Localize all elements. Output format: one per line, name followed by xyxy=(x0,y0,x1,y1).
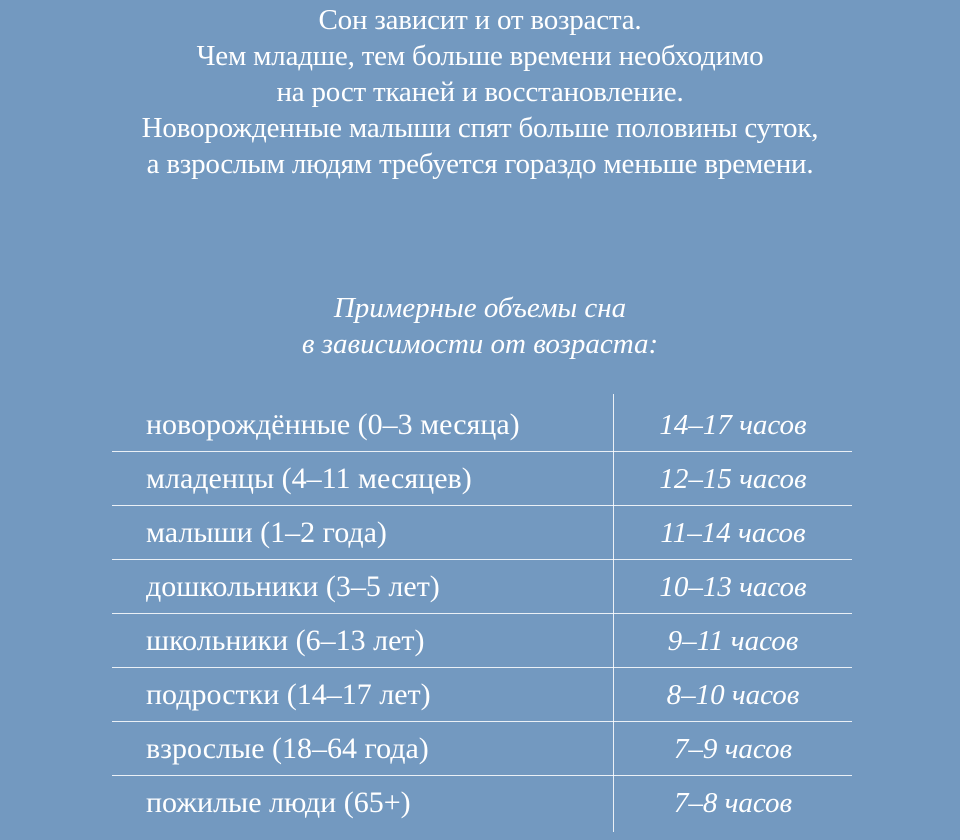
age-group: взрослые (18–64 года) xyxy=(146,732,429,765)
age-group: подростки (14–17 лет) xyxy=(146,678,431,711)
intro-line: а взрослым людям требуется гораздо меньше времени. xyxy=(146,148,814,180)
table-row xyxy=(112,452,852,506)
sleep-hours: 11–14 часов xyxy=(660,517,806,549)
table-row xyxy=(112,668,852,722)
table-row xyxy=(112,560,852,614)
sleep-hours: 8–10 часов xyxy=(666,679,800,711)
intro-line: на рост тканей и восстановление. xyxy=(276,76,684,108)
sleep-hours: 14–17 часов xyxy=(659,409,807,441)
age-group: школьники (6–13 лет) xyxy=(146,624,425,657)
age-group: дошкольники (3–5 лет) xyxy=(146,570,440,603)
sleep-hours: 9–11 часов xyxy=(667,625,799,657)
sleep-hours: 10–13 часов xyxy=(659,571,807,603)
table-row xyxy=(112,398,852,452)
age-group: новорождённые (0–3 месяца) xyxy=(146,408,520,441)
table-row xyxy=(112,614,852,668)
intro-line: Новорожденные малыши спят больше половины суток, xyxy=(141,112,819,144)
table-heading-line: Примерные объемы сна xyxy=(333,292,627,324)
sleep-hours: 7–9 часов xyxy=(673,733,793,765)
sleep-hours: 12–15 часов xyxy=(659,463,807,495)
table-heading xyxy=(0,290,960,362)
table-row xyxy=(112,776,852,830)
age-group: малыши (1–2 года) xyxy=(146,516,387,549)
age-group: младенцы (4–11 месяцев) xyxy=(146,462,472,495)
sleep-hours: 7–8 часов xyxy=(673,787,793,819)
intro-line: Сон зависит и от возраста. xyxy=(318,4,642,36)
table-row xyxy=(112,506,852,560)
table-row xyxy=(112,722,852,776)
intro-text xyxy=(0,2,960,182)
sleep-table xyxy=(112,398,852,830)
age-group: пожилые люди (65+) xyxy=(146,786,411,819)
intro-line: Чем младше, тем больше времени необходимо xyxy=(196,40,764,72)
table-heading-line: в зависимости от возраста: xyxy=(301,328,659,360)
